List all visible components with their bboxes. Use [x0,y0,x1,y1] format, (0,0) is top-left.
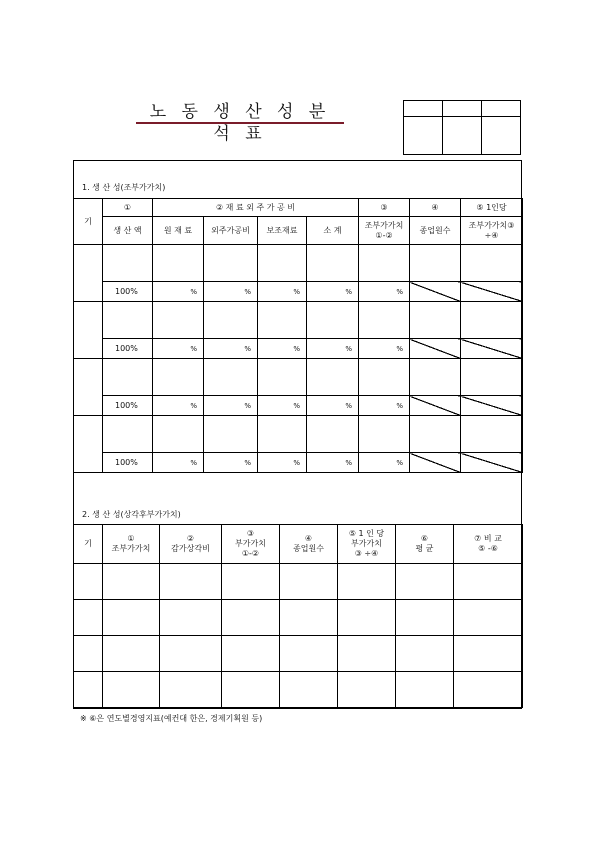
data-cell[interactable] [338,636,396,672]
title-underline [136,122,344,124]
section1-table [73,198,523,473]
data-cell[interactable] [396,564,454,600]
header-2-sub4: 소 계 [307,217,359,245]
data-cell[interactable] [160,672,222,708]
period-cell[interactable] [74,564,103,600]
data-cell[interactable] [280,564,338,600]
header-2-sub1: 원 재 료 [153,217,204,245]
period-cell[interactable] [74,302,103,359]
data-cell[interactable] [222,564,280,600]
pct-cell: % [153,339,204,359]
data-cell[interactable] [359,302,410,339]
pct-cell: % [204,282,258,302]
approval-cell[interactable] [443,101,482,117]
data-cell[interactable] [396,672,454,708]
pct-cell: % [307,282,359,302]
period-cell[interactable] [74,600,103,636]
data-cell[interactable] [359,245,410,282]
header-4-num: ④ [410,199,461,217]
pct-cell: % [204,396,258,416]
period-header: 기 [74,525,103,564]
header-3-num: ③ [359,199,410,217]
header-6: ⑥ 평 균 [396,525,454,564]
pct-cell: % [153,282,204,302]
header-1-num: ① [103,199,153,217]
header-3: ③ 부가가치 ①-② [222,525,280,564]
data-cell[interactable] [258,245,307,282]
approval-cell[interactable] [404,117,443,155]
diagonal-cell [410,339,461,359]
period-cell[interactable] [74,359,103,416]
data-cell[interactable] [153,416,204,453]
diagonal-cell [461,282,523,302]
data-cell[interactable] [461,245,523,282]
data-cell[interactable] [280,672,338,708]
header-3-label: 조부가가치 ①-② [359,217,410,245]
pct-cell: % [204,453,258,473]
section2-table [73,524,523,708]
diagonal-cell [410,282,461,302]
diagonal-cell [461,453,523,473]
data-cell[interactable] [307,302,359,339]
period-header: 기 [74,199,103,245]
header-7: ⑦ 비 교 ⑤ -⑥ [454,525,523,564]
pct-cell: % [258,339,307,359]
pct-cell: % [153,396,204,416]
pct-cell: % [359,339,410,359]
pct-cell: % [153,453,204,473]
section2-title: 2. 생 산 성(상각후부가가치) [82,510,181,519]
data-cell[interactable] [280,636,338,672]
data-cell[interactable] [103,416,153,453]
header-1-label: 생 산 액 [103,217,153,245]
diagonal-cell [410,453,461,473]
header-2: ② 감가상각비 [160,525,222,564]
data-cell[interactable] [307,245,359,282]
data-cell[interactable] [410,245,461,282]
footnote: ※ ⑥은 연도별경영지표(예컨대 한은, 경제기획원 등) [80,714,263,723]
period-cell[interactable] [74,636,103,672]
period-cell[interactable] [74,672,103,708]
data-cell[interactable] [359,416,410,453]
data-cell[interactable] [410,302,461,339]
data-cell[interactable] [454,672,523,708]
data-cell[interactable] [454,636,523,672]
data-cell[interactable] [338,600,396,636]
section1-title: 1. 생 산 성(조부가가치) [82,183,166,192]
data-cell[interactable] [461,416,523,453]
data-cell[interactable] [359,359,410,396]
data-cell[interactable] [103,636,160,672]
data-cell[interactable] [222,600,280,636]
data-cell[interactable] [338,564,396,600]
approval-cell[interactable] [482,101,521,117]
data-cell[interactable] [396,636,454,672]
approval-cell[interactable] [404,101,443,117]
data-cell[interactable] [222,636,280,672]
header-5-label: 조부가가치③ ÷④ [461,217,523,245]
pct-cell: % [307,339,359,359]
data-cell[interactable] [307,359,359,396]
data-cell[interactable] [204,302,258,339]
diagonal-cell [461,396,523,416]
data-cell[interactable] [103,564,160,600]
data-cell[interactable] [160,600,222,636]
data-cell[interactable] [280,600,338,636]
data-cell[interactable] [103,302,153,339]
data-cell[interactable] [454,600,523,636]
pct-total: 100% [103,282,153,302]
data-cell[interactable] [454,564,523,600]
data-cell[interactable] [153,302,204,339]
diagonal-cell [461,339,523,359]
pct-total: 100% [103,453,153,473]
pct-total: 100% [103,396,153,416]
diagonal-cell [410,396,461,416]
pct-total: 100% [103,339,153,359]
pct-cell: % [307,453,359,473]
period-cell[interactable] [74,416,103,473]
pct-cell: % [204,339,258,359]
header-5: ⑤ 1 인 당 부가가치 ③ ÷④ [338,525,396,564]
header-4-label: 종업원수 [410,217,461,245]
approval-box [403,100,521,155]
data-cell[interactable] [258,359,307,396]
data-cell[interactable] [103,359,153,396]
pct-cell: % [258,396,307,416]
data-cell[interactable] [410,359,461,396]
pct-cell: % [359,453,410,473]
data-cell[interactable] [338,672,396,708]
pct-cell: % [307,396,359,416]
data-cell[interactable] [153,359,204,396]
header-1: ① 조부가가치 [103,525,160,564]
header-2-sub2: 외주가공비 [204,217,258,245]
approval-cell[interactable] [443,117,482,155]
data-cell[interactable] [396,600,454,636]
data-cell[interactable] [461,302,523,339]
data-cell[interactable] [103,245,153,282]
data-cell[interactable] [204,245,258,282]
header-2-label: ② 재 료 외 주 가 공 비 [153,199,359,217]
data-cell[interactable] [461,359,523,396]
data-cell[interactable] [204,416,258,453]
pct-cell: % [258,453,307,473]
pct-cell: % [258,282,307,302]
approval-cell[interactable] [482,117,521,155]
data-cell[interactable] [103,600,160,636]
data-cell[interactable] [204,359,258,396]
header-4: ④ 종업원수 [280,525,338,564]
data-cell[interactable] [153,245,204,282]
data-cell[interactable] [222,672,280,708]
data-cell[interactable] [410,416,461,453]
data-cell[interactable] [160,564,222,600]
data-cell[interactable] [307,416,359,453]
period-cell[interactable] [74,245,103,302]
header-2-sub3: 보조재료 [258,217,307,245]
pct-cell: % [359,282,410,302]
data-cell[interactable] [103,672,160,708]
header-5-num: ⑤ 1인당 [461,199,523,217]
data-cell[interactable] [160,636,222,672]
data-cell[interactable] [258,416,307,453]
data-cell[interactable] [258,302,307,339]
page-title: 노 동 생 산 성 분 석 표 [149,102,331,144]
pct-cell: % [359,396,410,416]
